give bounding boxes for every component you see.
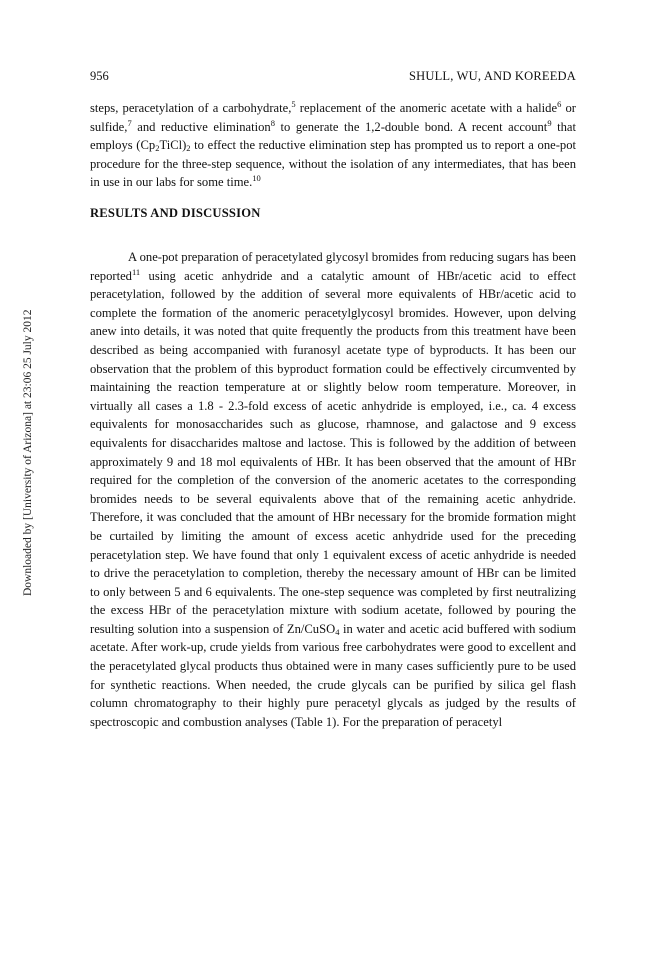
reference-superscript: 6 [557,99,562,109]
section-heading: RESULTS AND DISCUSSION [90,206,261,220]
reference-superscript: 10 [252,173,261,184]
text-run: in water and acetic acid buffered with sodium acetate. After work-up, crude yields from various free carbohydrates were good to excellent and the peracetylated glycal products thus obtained were in many cases sufficiently pure to be used for synthetic reactions. When needed, the crude glycals can be purified by silica gel flash column chromatography to their highly pure peracetyl glycals as judged by the results of spectroscopic and combustion analyses (Table 1). For the preparation of peracetyl [90,621,576,729]
formula-subscript: 2 [186,143,191,154]
reference-superscript: 9 [547,117,552,128]
running-head: SHULL, WU, AND KOREEDA [408,69,576,83]
text-run: TiCl) [159,138,187,153]
formula-subscript: 4 [335,626,340,637]
reference-superscript: 8 [270,117,275,128]
text-run: to generate the 1,2-double bond. A recent account [274,119,548,134]
text-run: or sulfide, [90,101,577,134]
page-number: 956 [90,69,109,83]
download-watermark: Downloaded by [University of Arizona] at 23:06 25 July 2012 [22,309,34,596]
reference-superscript: 11 [131,266,141,277]
text-run: to effect the reductive elimination step has prompted us to report a one-pot procedure for the three-step sequence, without the isolation of any intermediates, that has been in use in our labs for some time. [90,138,577,190]
paragraph-2 [90,248,576,731]
text-run: and reductive elimination [131,119,271,134]
text-run: steps, peracetylation of a carbohydrate, [90,101,292,115]
reference-superscript: 5 [291,99,296,109]
reference-superscript: 7 [127,117,132,128]
text-run: A one-pot preparation of peracetylated glycosyl bromides from reducing sugars has been reported [90,250,576,283]
paragraph-1 [90,99,576,192]
text-run: that employs (Cp [90,119,576,153]
text-run: replacement of the anomeric acetate with a halide [295,101,558,115]
text-run: using acetic anhydride and a catalytic amount of HBr/acetic acid to effect peracetylation, followed by the addition of several more equivalents of HBr/acetic acid to complete the formation of the anomeric peracetylglycosyl bromides. However, upon delving anew into details, it was noted that quite frequently the products from this treatment have been described as being accompanied with furanosyl acetate type of byproducts. It has been our observation that the problem of this byproduct formation could be effectively circumvented by maintaining the reaction temperature at or slightly below room temperature. Moreover, in virtually all cases a 1.8 - 2.3-fold excess of acetic anhydride is employed, i.e., ca. 4 excess equivalents for monosaccharides such as glucose, rhamnose, and galactose and 9 excess equivalents for disaccharides maltose and lactose. This is followed by the addition of between approximately 9 and 18 mol equivalents of HBr. It has been observed that the amount of HBr required for the completion of the conversion of the anomeric acetates to the corresponding bromides needs to be several equivalents above that of the remaining acetic anhydride. Therefore, it was concluded that the amount of HBr necessary for the bromide formation might be curtailed by limiting the amount of excess acetic anhydride used for the preceding peracetylation step. We have found that only 1 equivalent excess of acetic anhydride is needed to drive the peracetylation to completion, thereby the necessary amount of HBr can be limited to only between 5 and 6 equivalents. The one-step sequence was completed by first neutralizing the excess HBr of the peracetylation mixture with sodium acetate, followed by pouring the resulting solution into a suspension of Zn/CuSO [90,268,576,636]
formula-subscript: 2 [155,143,160,154]
